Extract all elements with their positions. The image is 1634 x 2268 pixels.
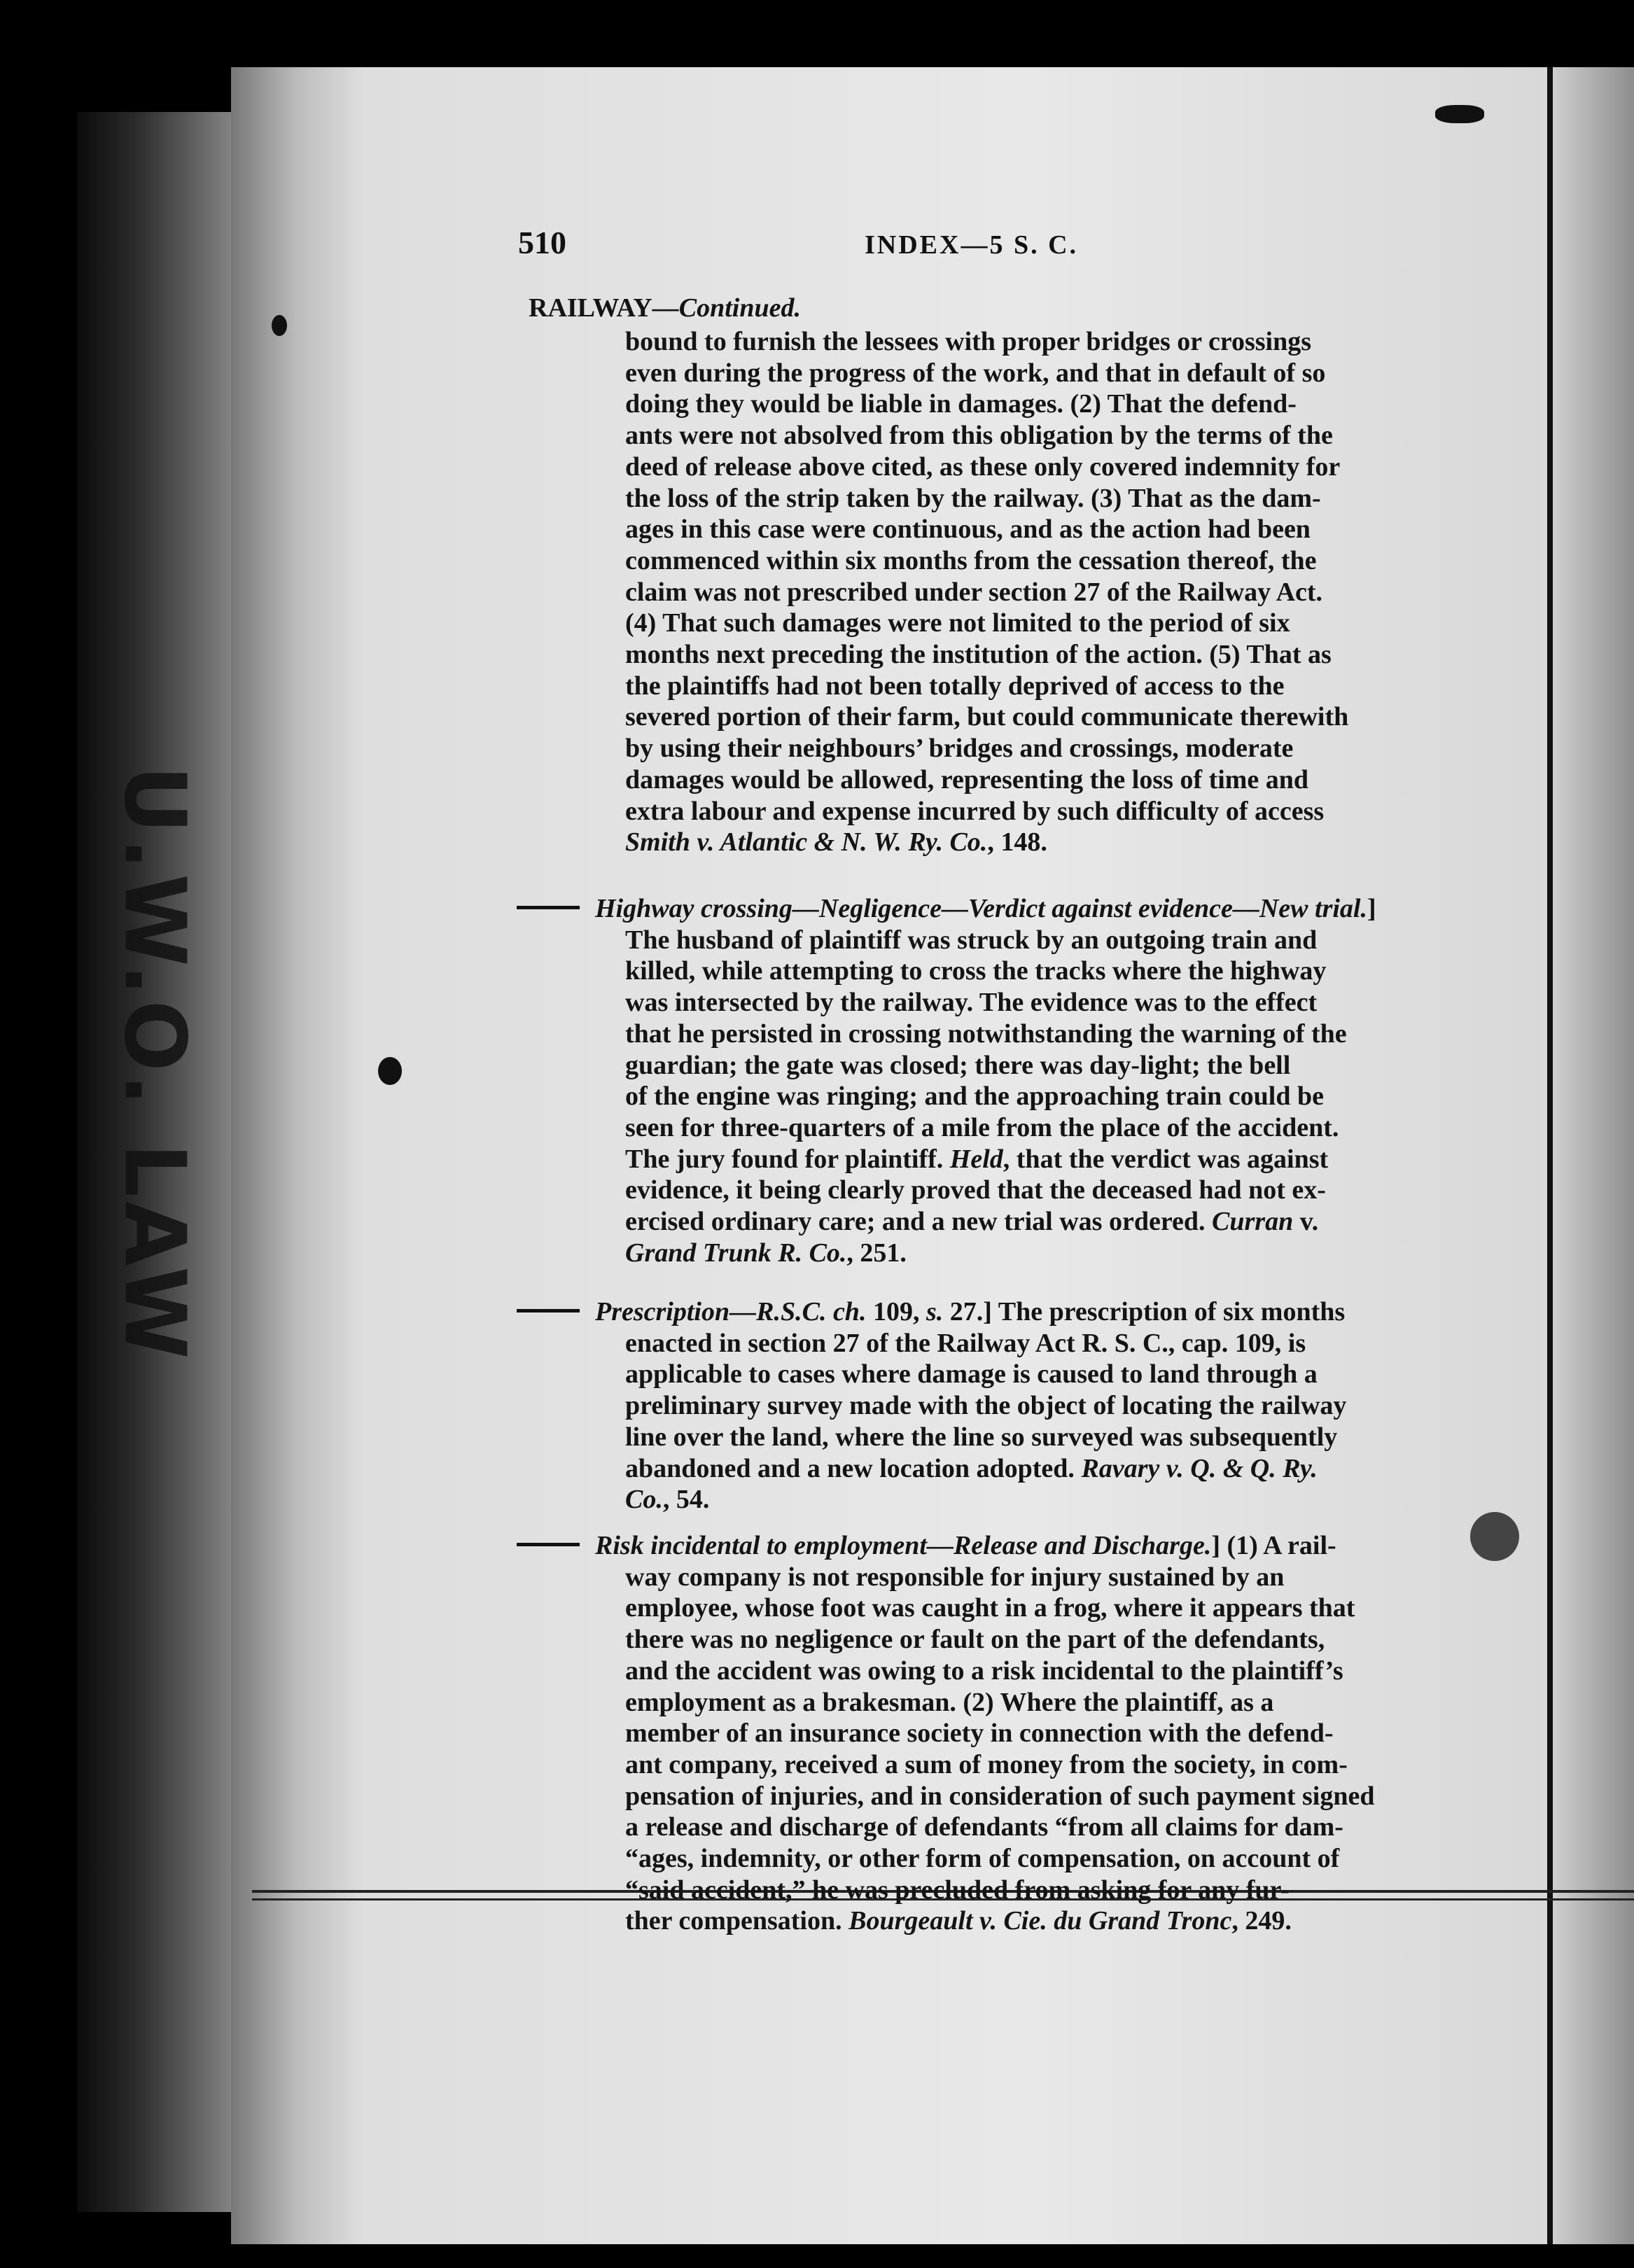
text-run: claim was not prescribed under section 27 of the Railway Act. [625,577,1323,607]
text-run: damages would be allowed, representing the loss of time and [625,764,1309,794]
entry-line [625,577,1348,608]
italic-text-run: Bourgeault v. Cie. du Grand Tronc [849,1906,1232,1936]
text-run: ] [1367,894,1376,923]
text-run: ] (1) A rail- [1211,1531,1336,1560]
italic-text-run: Co. [625,1485,663,1515]
ink-blot [1470,1512,1519,1561]
italic-text-run: Ravary v. Q. & Q. Ry. [1081,1453,1318,1483]
italic-text-run: Risk incidental to employment—Release and Discharge. [595,1531,1212,1560]
library-stamp-text: U.W.O. LAW [105,764,203,1364]
entry-line [625,326,1348,358]
entry-dash [517,1543,580,1546]
text-run: was intersected by the railway. The evidence was to the effect [625,988,1318,1018]
entry-line [625,608,1348,639]
text-run: line over the land, where the line so surveyed was subsequently [625,1422,1338,1452]
italic-text-run: Prescription—R.S.C. ch. [595,1297,867,1326]
adjacent-page-strip [1553,67,1634,2244]
text-run: pensation of injuries, and in consideration of such payment signed [625,1781,1375,1811]
entry-line [595,1905,1375,1937]
entry-line [595,1050,1376,1082]
italic-text-run: Highway crossing—Negligence—Verdict against evidence—New trial. [595,894,1367,923]
section-heading-text: RAILWAY [529,293,652,323]
entry-line [595,1656,1375,1687]
running-title: INDEX—5 S. C. [865,230,1079,260]
text-run: of the engine was ringing; and the approaching train could be [625,1082,1324,1112]
entry-line [595,987,1376,1018]
text-run: deed of release above cited, as these only covered indemnity for [625,451,1341,482]
text-run: v. [1293,1207,1319,1237]
index-entry [595,893,1376,1268]
text-run: severed portion of their farm, but could communicate therewith [625,702,1349,732]
entry-line [595,1175,1376,1206]
italic-text-run: s. [926,1297,944,1326]
entry-line [595,1749,1375,1781]
entry-line [595,1624,1375,1656]
entry-line [595,1296,1346,1328]
text-run: way company is not responsible for injury sustained by an [625,1562,1285,1592]
entry-line [625,796,1348,827]
entry-line [625,764,1348,796]
page-number: 510 [518,225,566,260]
entry-line [625,388,1348,420]
text-run: enacted in section 27 of the Railway Act R. S. C., cap. 109, is [625,1328,1306,1358]
entry-line [595,1812,1375,1843]
text-run: and the accident was owing to a risk incidental to the plaintiff’s [625,1656,1343,1686]
entry-line [625,514,1348,545]
text-run: “said accident,” he was precluded from asking for any fur- [625,1875,1290,1905]
text-run: the plaintiffs had not been totally deprived of access to the [625,671,1285,701]
page-gutter-edge [1547,67,1553,2244]
text-run: , 251. [846,1238,907,1268]
entry-line [625,701,1348,733]
entry-line [625,545,1348,577]
italic-text-run: Grand Trunk R. Co. [625,1238,847,1268]
ink-blot [272,315,287,336]
entry-line [625,639,1348,671]
text-run: applicable to cases where damage is caused to land through a [625,1359,1318,1390]
text-run: The husband of plaintiff was struck by an outgoing train and [625,925,1318,955]
entry-line [595,1081,1376,1112]
section-continued: —Continued. [652,293,801,323]
text-run: , 54. [662,1485,710,1515]
entry-dash [517,906,580,909]
entry-line [595,1453,1346,1485]
entry-line [595,1206,1376,1238]
entry-line [595,1562,1375,1593]
entry-line [595,1112,1376,1144]
entry-line [595,1390,1346,1422]
text-run: extra labour and expense incurred by such difficulty of access [625,796,1325,826]
text-run: abandoned and a new location adopted. [625,1453,1082,1483]
text-run: ants were not absolved from this obligation by the terms of the [625,421,1333,451]
entry-line [625,420,1348,451]
text-run: even during the progress of the work, and that in default of so [625,358,1326,388]
entry-line [595,1359,1346,1390]
text-run: the loss of the strip taken by the railway. (3) That as the dam- [625,483,1321,513]
text-run: guardian; the gate was closed; there was day-light; the bell [625,1050,1291,1080]
entry-line [625,358,1348,389]
entry-line [595,1530,1375,1562]
index-entry [595,1296,1346,1516]
text-run: by using their neighbours’ bridges and crossings, moderate [625,734,1294,764]
entry-line [625,483,1348,514]
text-run: there was no negligence or fault on the part of the defendants, [625,1625,1325,1655]
text-run: commenced within six months from the cessation thereof, the [625,545,1317,575]
entry-line [595,1843,1375,1875]
text-run: , 249. [1231,1906,1292,1936]
entry-line [625,451,1348,483]
text-run: , 148. [987,827,1047,858]
text-run: 109, [866,1297,926,1326]
text-run: employee, whose foot was caught in a frog, where it appears that [625,1593,1355,1623]
entry-line [625,671,1348,702]
text-run: The jury found for plaintiff. [625,1144,950,1174]
italic-text-run: Held [949,1144,1003,1174]
entry-line [625,733,1348,764]
ink-blot [1435,105,1484,123]
text-run: doing they would be liable in damages. (2) That the defend- [625,389,1297,419]
entry-line [595,925,1376,956]
library-stamp [84,764,224,1364]
text-run: killed, while attempting to cross the tracks where the highway [625,956,1327,986]
text-run: (4) That such damages were not limited to the period of six [625,608,1290,638]
entry-line [595,1781,1375,1812]
entry-line [595,1018,1376,1050]
text-run: months next preceding the institution of the action. (5) That as [625,640,1332,670]
text-run: ther compensation. [625,1906,849,1936]
text-run: bound to furnish the lessees with proper bridges or crossings [625,327,1312,356]
text-run: ages in this case were continuous, and as the action had been [625,514,1311,545]
index-entry [625,326,1348,858]
text-run: ercised ordinary care; and a new trial was ordered. [625,1207,1213,1237]
ink-blot [378,1057,402,1085]
text-run: preliminary survey made with the object of locating the railway [625,1391,1347,1421]
text-run: a release and discharge of defendants “from all claims for dam- [625,1812,1343,1842]
entry-line [595,893,1376,925]
text-run: evidence, it being clearly proved that the deceased had not ex- [625,1175,1326,1205]
entry-line [595,1144,1376,1175]
index-entry [595,1530,1375,1937]
entry-line [595,1238,1376,1269]
italic-text-run: Smith v. Atlantic & N. W. Ry. Co. [625,827,988,858]
section-heading [529,293,801,323]
entry-line [595,1592,1375,1624]
text-run: employment as a brakesman. (2) Where the plaintiff, as a [625,1687,1274,1717]
text-run: , that the verdict was against [1003,1144,1329,1174]
text-run: “ages, indemnity, or other form of compensation, on account of [625,1844,1340,1874]
entry-line [595,1484,1346,1516]
text-run: 27.] The prescription of six months [943,1297,1346,1326]
running-head [518,224,1428,266]
text-run: member of an insurance society in connection with the defend- [625,1718,1334,1749]
entry-line [595,1687,1375,1718]
entry-line [595,1328,1346,1359]
text-run: seen for three-quarters of a mile from the place of the accident. [625,1112,1339,1142]
text-run: ant company, received a sum of money from the society, in com- [625,1749,1348,1779]
entry-line [595,1875,1375,1906]
italic-text-run: Curran [1212,1207,1294,1237]
entry-line [595,955,1376,987]
entry-line [625,827,1348,858]
entry-line [595,1718,1375,1749]
text-run: that he persisted in crossing notwithstanding the warning of the [625,1018,1347,1049]
entry-line [595,1422,1346,1453]
entry-dash [517,1309,580,1312]
